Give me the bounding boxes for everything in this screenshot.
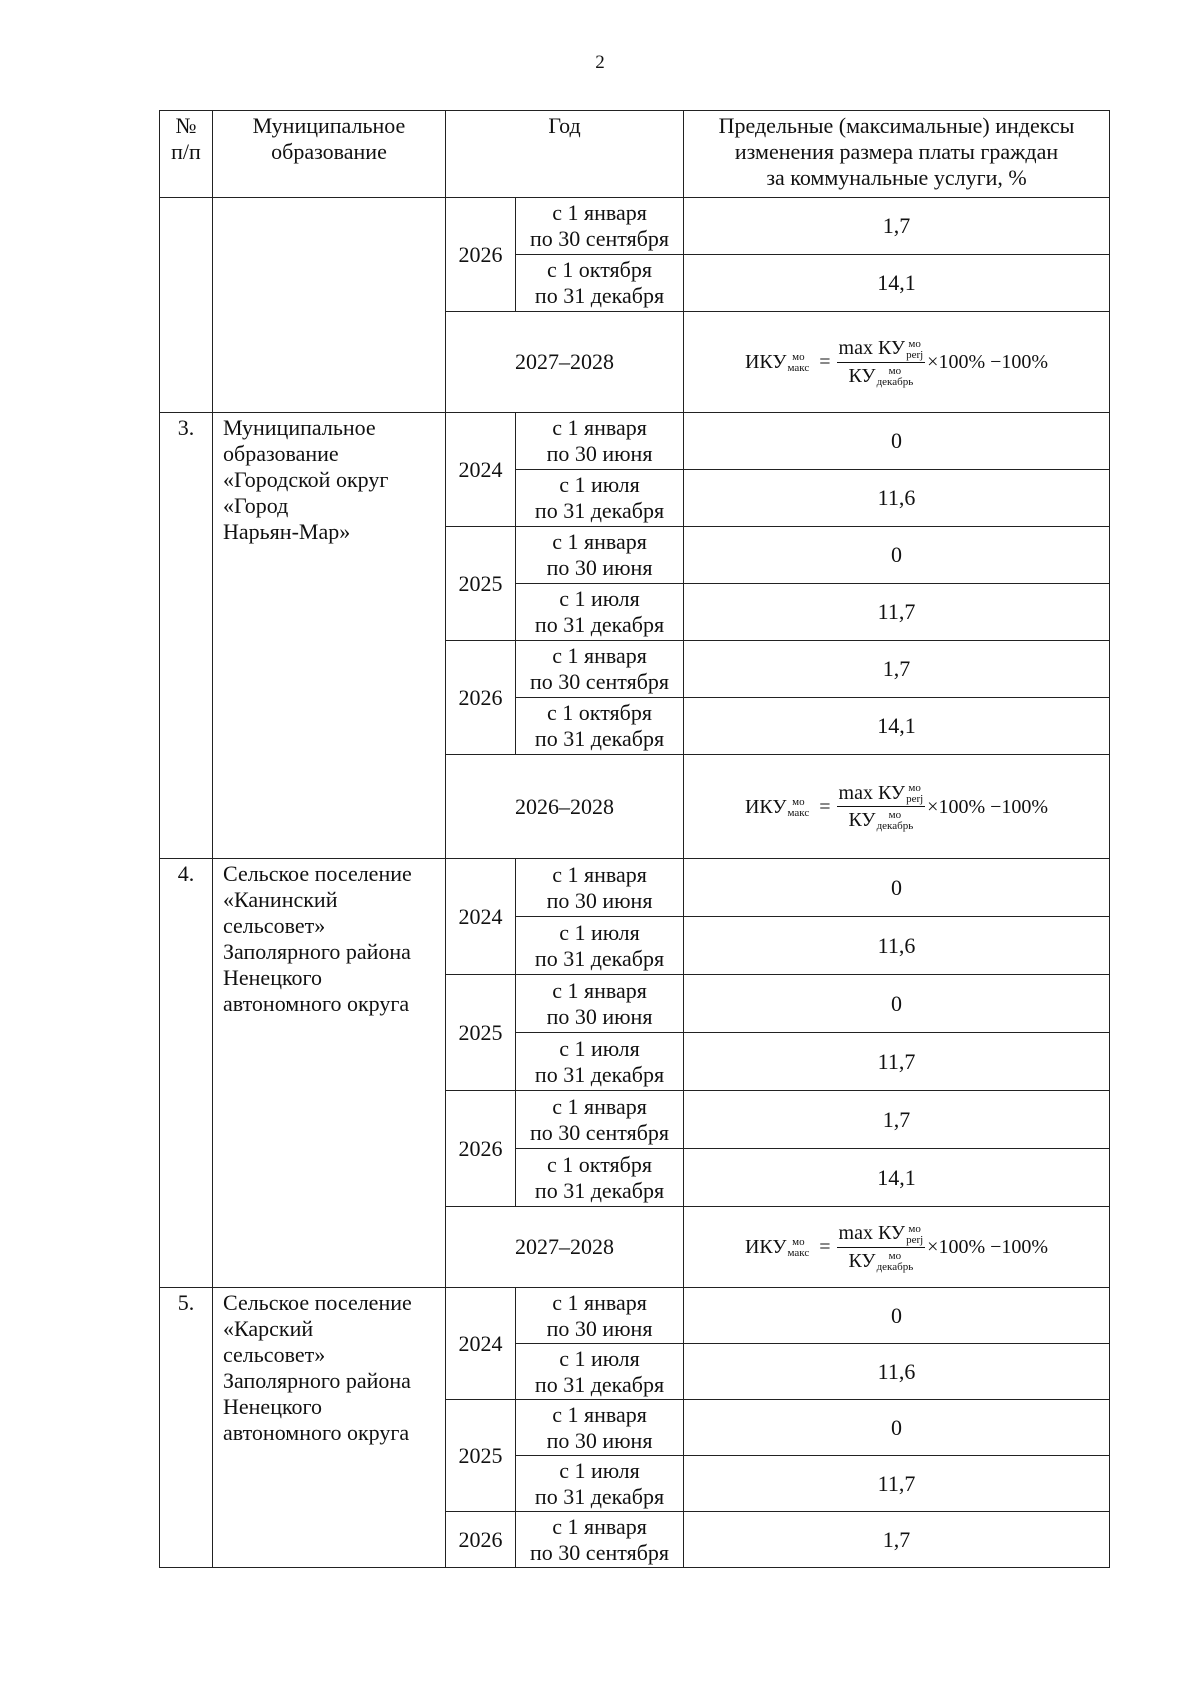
index-value: 11,6 — [684, 917, 1110, 975]
tariff-index-table — [159, 110, 1110, 1568]
formula-cell — [684, 755, 1110, 859]
year-cell: 2026 — [446, 1091, 516, 1207]
formula — [688, 1221, 1105, 1273]
period-cell: с 1 июля по 31 декабря — [516, 584, 684, 641]
formula — [688, 781, 1105, 833]
formula-equals: = — [819, 351, 831, 373]
index-value: 11,6 — [684, 470, 1110, 527]
index-value: 14,1 — [684, 255, 1110, 312]
header-municipality: Муниципальное образование — [213, 111, 446, 198]
period-cell: с 1 января по 30 сентября — [516, 641, 684, 698]
index-value: 0 — [684, 1400, 1110, 1456]
year-cell: 2026 — [446, 641, 516, 755]
year-range-cell: 2026–2028 — [446, 755, 684, 859]
year-cell: 2025 — [446, 975, 516, 1091]
index-value: 1,7 — [684, 1091, 1110, 1149]
index-value: 11,7 — [684, 584, 1110, 641]
formula-numerator: max КУ мо perj — [838, 781, 924, 805]
table-row — [160, 859, 1110, 917]
table-header-row — [160, 111, 1110, 198]
municipality-name: Сельское поселение «Карский сельсовет» Заполярного района Ненецкого автономного округа — [213, 1288, 446, 1568]
formula-numerator: max КУ мо perj — [838, 1222, 924, 1246]
index-value: 1,7 — [684, 1512, 1110, 1568]
period-cell: с 1 января по 30 июня — [516, 527, 684, 584]
period-cell: с 1 января по 30 сентября — [516, 1512, 684, 1568]
formula-numerator: max КУ мо perj — [838, 337, 924, 361]
index-value: 11,7 — [684, 1033, 1110, 1091]
period-cell: с 1 октября по 31 декабря — [516, 1149, 684, 1207]
year-cell: 2026 — [446, 198, 516, 312]
formula-expression — [745, 336, 1048, 388]
year-range-cell: 2027–2028 — [446, 312, 684, 413]
index-value: 1,7 — [684, 641, 1110, 698]
year-cell: 2025 — [446, 1400, 516, 1512]
formula-tail: ×100% −100% — [927, 1236, 1049, 1258]
year-cell: 2024 — [446, 413, 516, 527]
index-value: 0 — [684, 1288, 1110, 1344]
formula-fraction — [837, 336, 926, 388]
year-range-cell: 2027–2028 — [446, 1207, 684, 1288]
period-cell: с 1 января по 30 сентября — [516, 198, 684, 255]
row-number: 4. — [160, 859, 213, 1288]
municipality-name: Муниципальное образование «Городской округ «Город Нарьян-Мар» — [213, 413, 446, 859]
header-index: Предельные (максимальные) индексы изменения размера платы граждан за коммунальные услуги, % — [684, 111, 1110, 198]
formula-lhs: ИКУ мо макс — [744, 351, 810, 375]
formula-cell — [684, 312, 1110, 413]
period-cell: с 1 июля по 31 декабря — [516, 1033, 684, 1091]
period-cell: с 1 июля по 31 декабря — [516, 917, 684, 975]
period-cell: с 1 октября по 31 декабря — [516, 698, 684, 755]
municipality-cell-empty — [213, 198, 446, 413]
formula-equals: = — [819, 1236, 831, 1258]
formula — [688, 336, 1105, 388]
row-number: 3. — [160, 413, 213, 859]
table-row — [160, 198, 1110, 255]
formula-denominator: КУ мо декабрь — [848, 364, 914, 388]
period-cell: с 1 июля по 31 декабря — [516, 1344, 684, 1400]
header-num: № п/п — [160, 111, 213, 198]
formula-denominator: КУ мо декабрь — [848, 1249, 914, 1273]
period-cell: с 1 июля по 31 декабря — [516, 470, 684, 527]
year-cell: 2025 — [446, 527, 516, 641]
formula-cell — [684, 1207, 1110, 1288]
table-row — [160, 413, 1110, 470]
index-value: 11,7 — [684, 1456, 1110, 1512]
index-value: 1,7 — [684, 198, 1110, 255]
formula-fraction — [837, 781, 926, 833]
index-value: 11,6 — [684, 1344, 1110, 1400]
period-cell: с 1 января по 30 июня — [516, 1288, 684, 1344]
period-cell: с 1 января по 30 июня — [516, 1400, 684, 1456]
period-cell: с 1 января по 30 июня — [516, 413, 684, 470]
period-cell: с 1 января по 30 июня — [516, 975, 684, 1033]
period-cell: с 1 октября по 31 декабря — [516, 255, 684, 312]
row-number: 5. — [160, 1288, 213, 1568]
formula-equals: = — [819, 795, 831, 818]
period-cell: с 1 января по 30 сентября — [516, 1091, 684, 1149]
index-value: 0 — [684, 527, 1110, 584]
index-value: 14,1 — [684, 698, 1110, 755]
formula-expression — [745, 1221, 1048, 1273]
municipality-name: Сельское поселение «Канинский сельсовет» Заполярного района Ненецкого автономного округа — [213, 859, 446, 1288]
formula-fraction — [837, 1221, 926, 1273]
table-row — [160, 1288, 1110, 1344]
formula-lhs: ИКУ мо макс — [744, 1236, 810, 1260]
index-value: 0 — [684, 413, 1110, 470]
num-cell-empty — [160, 198, 213, 413]
formula-expression — [745, 781, 1048, 833]
year-cell: 2024 — [446, 1288, 516, 1400]
formula-lhs: ИКУ мо макс — [744, 795, 810, 819]
period-cell: с 1 января по 30 июня — [516, 859, 684, 917]
year-cell: 2024 — [446, 859, 516, 975]
year-cell: 2026 — [446, 1512, 516, 1568]
page-number: 2 — [595, 52, 605, 73]
formula-tail: ×100% −100% — [927, 795, 1049, 818]
index-value: 14,1 — [684, 1149, 1110, 1207]
formula-tail: ×100% −100% — [927, 351, 1049, 373]
header-year: Год — [446, 111, 684, 198]
index-value: 0 — [684, 859, 1110, 917]
period-cell: с 1 июля по 31 декабря — [516, 1456, 684, 1512]
formula-denominator: КУ мо декабрь — [848, 809, 914, 833]
index-value: 0 — [684, 975, 1110, 1033]
